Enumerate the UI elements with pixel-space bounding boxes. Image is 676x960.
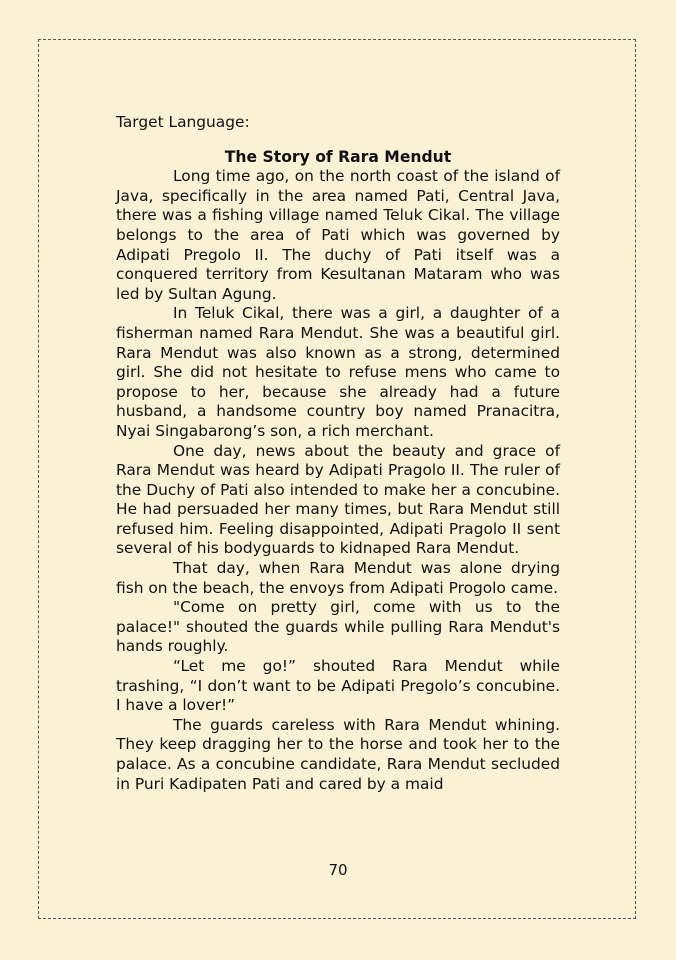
paragraph: One day, news about the beauty and grace of Rara Mendut was heard by Adipati Pragolo II. The ruler of the Duchy of Pati also intended to make her a concubine. He had persuaded her many times, but Rara Mendut still refused him. Feeling disappointed, Adipati Pragolo II sent several of his bodyguards to kidnaped Rara Mendut.	[116, 441, 560, 558]
paragraph: That day, when Rara Mendut was alone drying fish on the beach, the envoys from Adipati Progolo came.	[116, 559, 560, 597]
document-body	[116, 113, 560, 794]
paragraph: “Let me go!” shouted Rara Mendut while trashing, “I don’t want to be Adipati Pregolo’s concubine. I have a lover!”	[116, 657, 560, 715]
paragraph: Long time ago, on the north coast of the island of Java, specifically in the area named Pati, Central Java, there was a fishing village named Teluk Cikal. The village belongs to the area of Pati which was governed by Adipati Pregolo II. The duchy of Pati itself was a conquered territory from Kesultanan Mataram who was led by Sultan Agung.	[116, 167, 560, 303]
paragraph: "Come on pretty girl, come with us to the palace!" shouted the guards while pulling Rara Mendut's hands roughly.	[116, 598, 560, 656]
story-title: The Story of Rara Mendut	[224, 147, 452, 166]
paragraph: The guards careless with Rara Mendut whining. They keep dragging her to the horse and took her to the palace. As a concubine candidate, Rara Mendut secluded in Puri Kadipaten Pati and cared by a maid	[116, 715, 560, 793]
target-language-label: Target Language:	[116, 113, 250, 131]
page-number: 70	[328, 861, 348, 879]
paragraph: In Teluk Cikal, there was a girl, a daughter of a fisherman named Rara Mendut. She was a beautiful girl. Rara Mendut was also known as a strong, determined girl. She did not hesitate to refuse mens who came to propose to her, because she already had a future husband, a handsome country boy named Pranacitra, Nyai Singabarong’s son, a rich merchant.	[116, 304, 560, 440]
